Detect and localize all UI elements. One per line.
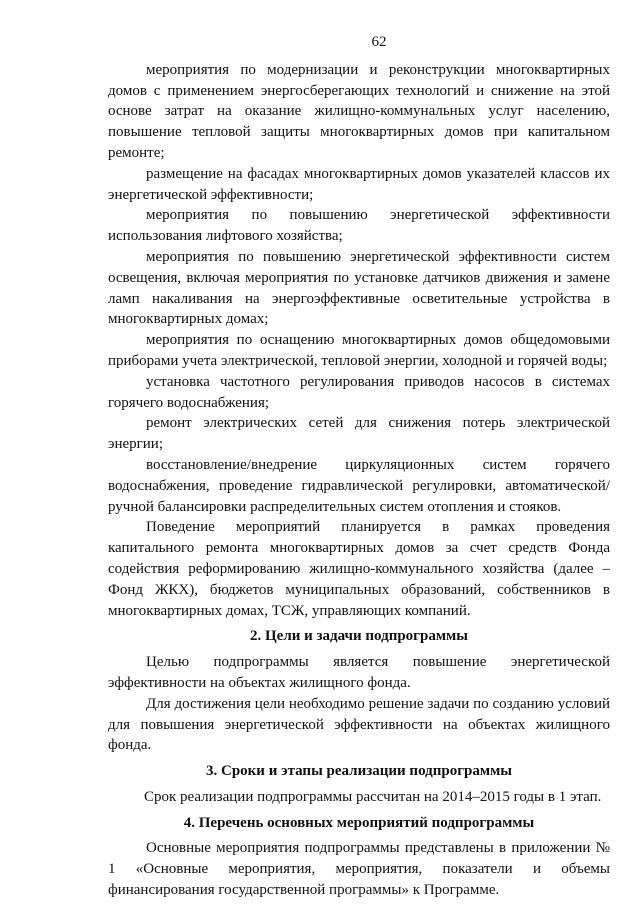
paragraph: восстановление/внедрение циркуляционных систем горячего водоснабжения, проведение гидравлической регулировки, автоматической/ручной балансировки распределительных систем отопления и стояков. [108, 456, 610, 515]
section-4-paragraph: Основные мероприятия подпрограммы представлены в приложении № 1 «Основные мероприятия, мероприятия, показатели и объемы финансирования государственной программы» к Программе. [108, 840, 610, 899]
paragraph: Поведение мероприятий планируется в рамках проведения капитального ремонта многоквартирных домов за счет средств Фонда содействия реформированию жилищно-коммунального хозяйства (далее – Фонд ЖКХ), бюджетов муниципальных образований, собственников в многоквартирных домах, ТСЖ, управляющих компаний. [108, 519, 610, 619]
paragraph: мероприятия по повышению энергетической эффективности систем освещения, включая мероприятия по установке датчиков движения и замене ламп накаливания на энергоэффективные осветительные устройства в многоквартирных домах; [108, 248, 610, 328]
section-2-paragraph: Целью подпрограммы является повышение энергетической эффективности на объектах жилищного фонда. [108, 654, 610, 691]
section-2-paragraph: Для достижения цели необходимо решение задачи по созданию условий для повышения энергетической эффективности на объектах жилищного фонда. [108, 695, 610, 754]
section-3-heading: 3. Сроки и этапы реализации подпрограммы [205, 763, 513, 780]
paragraph: мероприятия по оснащению многоквартирных домов общедомовыми приборами учета электрической, тепловой энергии, холодной и горячей воды; [108, 332, 610, 369]
paragraph: размещение на фасадах многоквартирных домов указателей классов их энергетической эффективности; [108, 165, 610, 203]
paragraph: мероприятия по повышению энергетической эффективности использования лифтового хозяйства; [108, 207, 610, 245]
paragraph: ремонт электрических сетей для снижения потерь электрической энергии; [108, 415, 610, 453]
section-2-heading: 2. Цели и задачи подпрограммы [250, 628, 468, 645]
section-4-heading: 4. Перечень основных мероприятий подпрограммы [183, 814, 535, 831]
paragraph: мероприятия по модернизации и реконструкции многоквартирных домов с применением энергосберегающих технологий и снижение на этой основе затрат на оказание жилищно-коммунальных услуг населению, повышение тепловой защиты многоквартирных домов при капитальном ремонте; [108, 61, 610, 161]
paragraph: установка частотного регулирования приводов насосов в системах горячего водоснабжения; [108, 373, 610, 411]
page-number: 62 [371, 34, 387, 50]
section-3-paragraph: Срок реализации подпрограммы рассчитан на 2014–2015 годы в 1 этап. [144, 788, 602, 805]
